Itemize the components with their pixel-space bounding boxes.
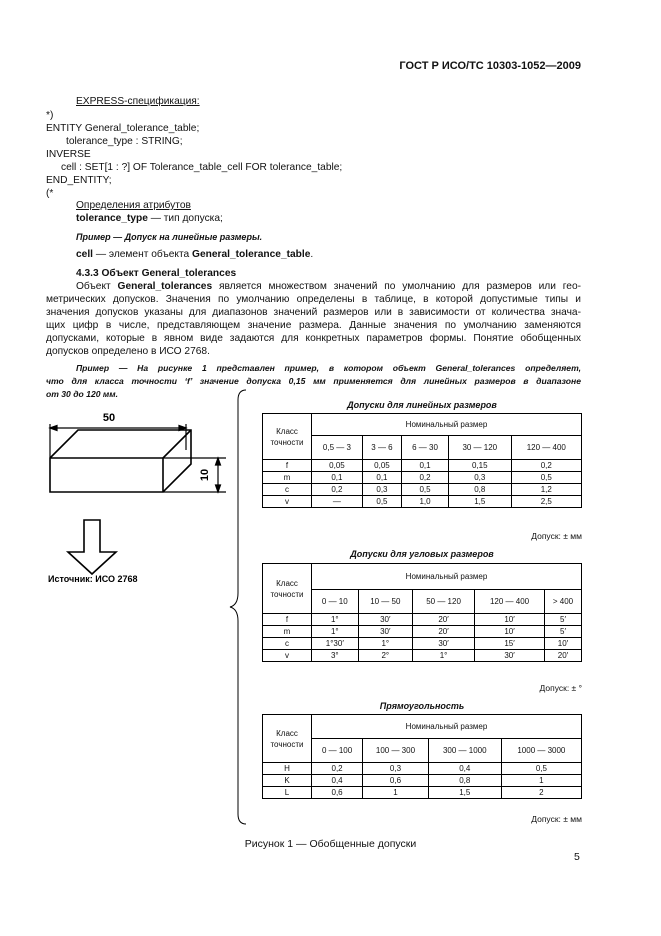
cell: c — [263, 638, 312, 650]
cell: 0,6 — [363, 775, 429, 787]
paragraph-line: метрических допусков. Значения по умолчанию определены в таблице, в которой допустимые типы и — [46, 293, 581, 305]
table-row — [263, 787, 582, 799]
dimension-height-label: 10 — [199, 468, 211, 482]
code-line: INVERSE — [46, 149, 91, 160]
cell: 1° — [413, 650, 475, 662]
cell: 0,2 — [402, 472, 449, 484]
table-row — [263, 775, 582, 787]
cell: 0,8 — [428, 775, 501, 787]
code-line: *) — [46, 110, 54, 121]
attribute-name: tolerance_type — [76, 213, 148, 224]
table-linear — [262, 413, 582, 508]
range-header: Номинальный размер — [312, 715, 582, 739]
cell: 0,2 — [511, 460, 581, 472]
code-line: (* — [46, 188, 54, 199]
source-label: Источник: ИСО 2768 — [48, 574, 138, 584]
paragraph-line: щих цифр в числе, представляющем значение размера. Данные значения по умолчанию заменяются — [46, 319, 581, 331]
class-header — [263, 564, 312, 614]
cell: 0,5 — [511, 472, 581, 484]
cell: 2 — [501, 787, 581, 799]
class-header — [263, 715, 312, 763]
column-header: 120 — 400 — [511, 436, 581, 460]
column-header: 3 — 6 — [362, 436, 401, 460]
cell: f — [263, 614, 312, 626]
cell: 15′ — [475, 638, 545, 650]
cell: 20′ — [544, 650, 581, 662]
table-linear-unit: Допуск: ± мм — [531, 531, 582, 541]
paragraph-line: от 30 до 120 мм. — [46, 389, 119, 399]
table-row — [263, 472, 582, 484]
cell: 0,4 — [312, 775, 363, 787]
table-row — [263, 496, 582, 508]
cell: K — [263, 775, 312, 787]
column-header: 100 — 300 — [363, 739, 429, 763]
cell: 1 — [501, 775, 581, 787]
cell: 0,3 — [362, 484, 401, 496]
cell: c — [263, 484, 312, 496]
attribute-cell — [76, 248, 313, 261]
header-text: Класс точности — [270, 728, 304, 749]
figure-drawing — [36, 402, 241, 832]
code-line: tolerance_type : STRING; — [66, 136, 183, 147]
table-angular — [262, 563, 582, 662]
range-header: Номинальный размер — [312, 564, 582, 590]
text: является множеством значений по умолчанию для размеров или гео- — [212, 281, 581, 292]
cell: 10′ — [475, 614, 545, 626]
table-row — [263, 484, 582, 496]
object-name: General_tolerances — [117, 281, 213, 292]
attribute-end: . — [310, 249, 314, 260]
cell: H — [263, 763, 312, 775]
cell: 0,2 — [312, 484, 363, 496]
column-header: 50 — 120 — [413, 590, 475, 614]
down-arrow-icon — [68, 520, 116, 574]
cell: 0,3 — [363, 763, 429, 775]
example-paragraph — [46, 362, 581, 401]
cell: 0,05 — [312, 460, 363, 472]
attribute-example: Пример — Допуск на линейные размеры. — [76, 232, 263, 242]
cell: 2° — [358, 650, 412, 662]
column-header: 6 — 30 — [402, 436, 449, 460]
column-header: 1000 — 3000 — [501, 739, 581, 763]
document-header: ГОСТ Р ИСО/ТС 10303-1052—2009 — [399, 60, 581, 72]
cell: 1,5 — [428, 787, 501, 799]
code-line: cell : SET[1 : ?] OF Tolerance_table_cell FOR tolerance_table; — [61, 162, 343, 173]
paragraph-line: допусков определено в ИСО 2768. — [46, 345, 210, 357]
table-row — [263, 638, 582, 650]
cell: 1,0 — [402, 496, 449, 508]
cell: 0,05 — [362, 460, 401, 472]
cell: 1,5 — [449, 496, 512, 508]
paragraph-line: Пример — На рисунке 1 представлен пример, в котором объект General_tolerances определяет, — [76, 363, 581, 373]
section-paragraph — [46, 281, 581, 358]
cell: 10′ — [544, 638, 581, 650]
cell: 30′ — [475, 650, 545, 662]
table-row — [263, 460, 582, 472]
cell: 5′ — [544, 614, 581, 626]
cell: 0,4 — [428, 763, 501, 775]
range-header: Номинальный размер — [312, 414, 582, 436]
paragraph-line — [46, 281, 581, 294]
table-linear-title: Допуски для линейных размеров — [347, 400, 497, 410]
cell: 10′ — [475, 626, 545, 638]
table-row — [263, 626, 582, 638]
cell: 0,5 — [402, 484, 449, 496]
column-header: > 400 — [544, 590, 581, 614]
code-line: ENTITY General_tolerance_table; — [46, 123, 200, 134]
cell: f — [263, 460, 312, 472]
table-squareness — [262, 714, 582, 799]
cell: 0,1 — [362, 472, 401, 484]
header-text: Класс точности — [270, 426, 304, 447]
column-header: 300 — 1000 — [428, 739, 501, 763]
cell: 0,5 — [501, 763, 581, 775]
attribute-object: General_tolerance_table — [192, 249, 311, 260]
attribute-tolerance-type — [76, 212, 223, 225]
block-outline — [50, 430, 191, 492]
cell: L — [263, 787, 312, 799]
column-header: 120 — 400 — [475, 590, 545, 614]
block-edge — [163, 430, 191, 458]
paragraph-line: допусками, которые в явном виде задаются для конкретных параметров формы. Понятие обобщенных — [46, 332, 581, 344]
cell: 1° — [312, 614, 359, 626]
attribute-desc: — элемент объекта — [93, 249, 193, 260]
cell: 1° — [312, 626, 359, 638]
cell: 20′ — [413, 614, 475, 626]
figure-caption: Рисунок 1 — Обобщенные допуски — [244, 838, 417, 850]
section-heading: 4.3.3 Объект General_tolerances — [76, 268, 237, 279]
table-row — [263, 614, 582, 626]
cell: 1 — [363, 787, 429, 799]
cell: 0,3 — [449, 472, 512, 484]
code-line: END_ENTITY; — [46, 175, 112, 186]
attribute-desc: — тип допуска; — [147, 213, 223, 224]
cell: 2,5 — [511, 496, 581, 508]
table-angular-unit: Допуск: ± ° — [539, 683, 582, 693]
cell: 0,15 — [449, 460, 512, 472]
table-squareness-title: Прямоугольность — [379, 701, 465, 711]
cell: 1,2 — [511, 484, 581, 496]
cell: v — [263, 496, 312, 508]
cell: 0,8 — [449, 484, 512, 496]
column-header: 30 — 120 — [449, 436, 512, 460]
brace-icon — [228, 388, 252, 826]
class-header — [263, 414, 312, 460]
cell: 0,1 — [312, 472, 363, 484]
table-row — [263, 650, 582, 662]
table-angular-title: Допуски для угловых размеров — [350, 549, 494, 559]
cell: 20′ — [413, 626, 475, 638]
cell: v — [263, 650, 312, 662]
paragraph-line: что для класса точности ‘f’ значение допуска 0,15 мм применяется для линейных размеров в диапазоне — [46, 376, 581, 386]
cell: m — [263, 472, 312, 484]
cell: m — [263, 626, 312, 638]
header-text: Класс точности — [270, 578, 304, 599]
column-header: 0,5 — 3 — [312, 436, 363, 460]
column-header: 10 — 50 — [358, 590, 412, 614]
cell: 5′ — [544, 626, 581, 638]
text: Объект — [76, 281, 118, 292]
page-number: 5 — [574, 851, 580, 863]
cell: 1° — [358, 638, 412, 650]
express-title: EXPRESS-спецификация: — [76, 96, 200, 107]
cell: 30′ — [358, 614, 412, 626]
cell: 30′ — [413, 638, 475, 650]
cell: 0,5 — [362, 496, 401, 508]
table-row — [263, 763, 582, 775]
dimension-width-label: 50 — [102, 412, 116, 424]
column-header: 0 — 100 — [312, 739, 363, 763]
cell: 0,6 — [312, 787, 363, 799]
attribute-name: cell — [76, 249, 93, 260]
attributes-title: Определения атрибутов — [76, 200, 191, 211]
cell: 0,1 — [402, 460, 449, 472]
paragraph-line: значения допусков указаны для диапазонов значений размеров или в зависимости от количества знача- — [46, 306, 581, 318]
column-header: 0 — 10 — [312, 590, 359, 614]
table-squareness-unit: Допуск: ± мм — [531, 814, 582, 824]
cell: 0,2 — [312, 763, 363, 775]
cell: 1°30′ — [312, 638, 359, 650]
cell: 30′ — [358, 626, 412, 638]
cell: 3° — [312, 650, 359, 662]
cell: — — [312, 496, 363, 508]
